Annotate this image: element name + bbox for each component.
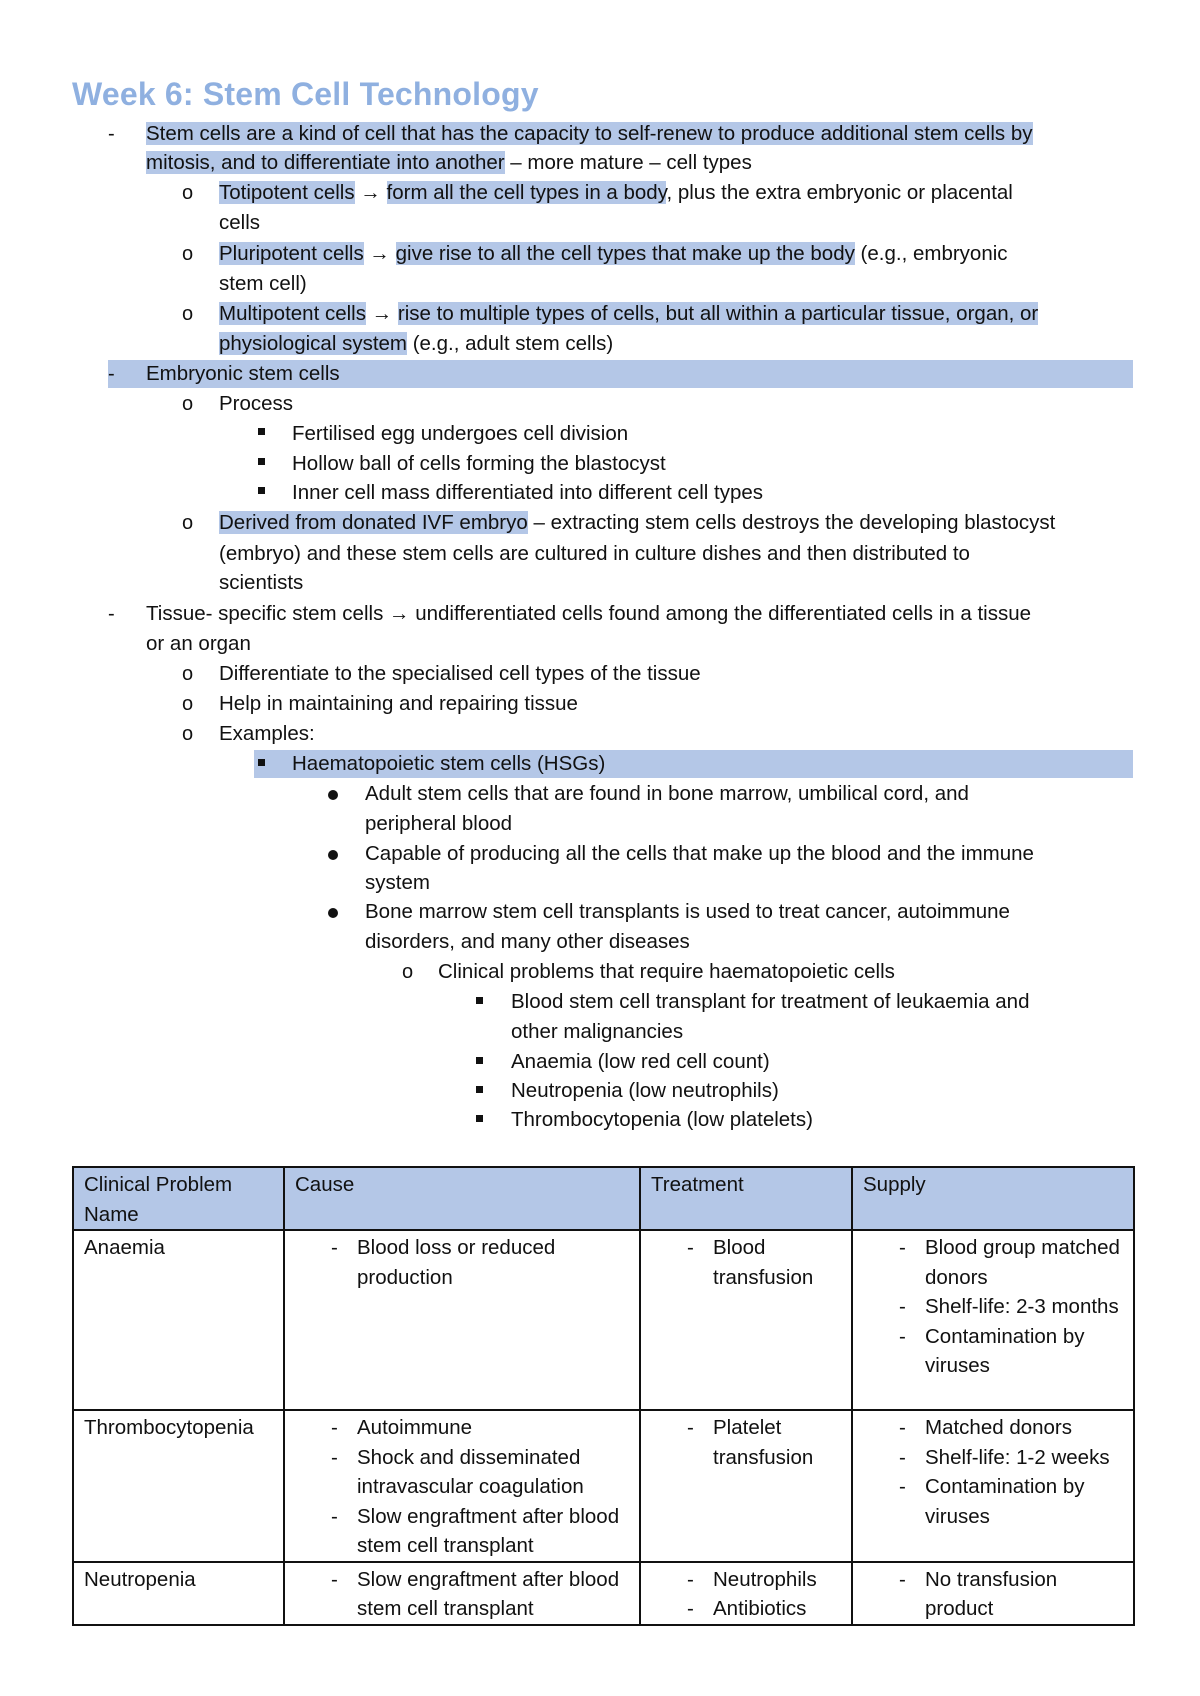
totipotent-line-cont: cells [219, 211, 261, 234]
problem-name: Thrombocytopenia [73, 1410, 284, 1562]
header-cause: Cause [284, 1167, 640, 1230]
clinical-item-cont: other malignancies [511, 1020, 684, 1043]
problem-name: Anaemia [73, 1230, 284, 1410]
right-arrow-icon: → [371, 302, 393, 325]
treatment-item: - Neutrophils [651, 1565, 841, 1595]
treatment-item: - Platelet transfusion [651, 1413, 841, 1472]
cause-cell [284, 1230, 640, 1410]
treatment-cell [640, 1230, 852, 1410]
supply-cell [852, 1230, 1134, 1410]
cause-item: - Slow engraftment after blood stem cell transplant [295, 1565, 629, 1624]
round-bullet [328, 790, 338, 800]
embryonic-heading: Embryonic stem cells [146, 362, 340, 385]
circle-bullet: o [182, 182, 194, 204]
supply-cell [852, 1410, 1134, 1562]
derived-line-cont: (embryo) and these stem cells are cultured in culture dishes and then distributed to [219, 542, 970, 565]
definition-line-1: Stem cells are a kind of cell that has the capacity to self-renew to produce additional stem cells by [146, 122, 1033, 145]
dash-bullet: - [108, 603, 115, 625]
header-supply: Supply [852, 1167, 1134, 1230]
round-bullet [328, 850, 338, 860]
tissue-line-cont: or an organ [146, 632, 251, 655]
circle-bullet: o [182, 723, 194, 745]
process-step: Fertilised egg undergoes cell division [292, 422, 629, 445]
problem-name: Neutropenia [73, 1562, 284, 1625]
right-arrow-icon: → [369, 242, 390, 265]
hsc-bullet: Capable of producing all the cells that make up the blood and the immune [365, 842, 1034, 865]
process-step: Inner cell mass differentiated into different cell types [292, 481, 763, 504]
pluripotent-line: Pluripotent cells → give rise to all the cell types that make up the body (e.g., embryonic [219, 242, 1008, 265]
circle-bullet: o [182, 693, 194, 715]
process-step: Hollow ball of cells forming the blastocyst [292, 452, 666, 475]
circle-bullet: o [182, 243, 194, 265]
cause-cell [284, 1562, 640, 1625]
right-arrow-icon: → [389, 602, 410, 625]
supply-item: - Contamination by viruses [863, 1472, 1123, 1531]
header-name: Clinical Problem Name [73, 1167, 284, 1230]
treatment-item: - Antibiotics [651, 1594, 841, 1624]
clinical-item: Neutropenia (low neutrophils) [511, 1079, 779, 1102]
pluripotent-line-cont: stem cell) [219, 272, 307, 295]
cause-cell [284, 1410, 640, 1562]
supply-item: - No transfusion product [863, 1565, 1123, 1624]
supply-item: - Shelf-life: 1-2 weeks [863, 1443, 1123, 1473]
supply-item: - Contamination by viruses [863, 1322, 1123, 1381]
dash-bullet: - [108, 123, 115, 145]
table-header-row [73, 1167, 1134, 1230]
clinical-item: Anaemia (low red cell count) [511, 1050, 770, 1073]
dash-bullet: - [108, 363, 115, 385]
table-row [73, 1230, 1134, 1410]
tissue-point: Differentiate to the specialised cell types of the tissue [219, 662, 701, 685]
cause-item: - Slow engraftment after blood stem cell transplant [295, 1502, 629, 1561]
cause-item: - Blood loss or reduced production [295, 1233, 629, 1292]
right-arrow-icon: → [360, 181, 381, 204]
supply-cell [852, 1562, 1134, 1625]
square-bullet [258, 487, 265, 494]
page-title: Week 6: Stem Cell Technology [72, 76, 539, 112]
square-bullet [258, 759, 265, 766]
hsc-bullet: Adult stem cells that are found in bone marrow, umbilical cord, and [365, 782, 969, 805]
hsc-bullet: Bone marrow stem cell transplants is used to treat cancer, autoimmune [365, 900, 1010, 923]
circle-bullet: o [182, 393, 194, 415]
header-treatment: Treatment [640, 1167, 852, 1230]
supply-item: - Shelf-life: 2-3 months [863, 1292, 1123, 1322]
circle-bullet: o [182, 303, 194, 325]
cause-item: - Autoimmune [295, 1413, 629, 1443]
circle-bullet: o [402, 961, 414, 983]
clinical-item: Thrombocytopenia (low platelets) [511, 1108, 813, 1131]
square-bullet [476, 997, 483, 1004]
derived-line-cont: scientists [219, 571, 304, 594]
clinical-label: Clinical problems that require haematopoietic cells [438, 960, 895, 983]
table-row [73, 1410, 1134, 1562]
clinical-problems-table [72, 1166, 1135, 1626]
treatment-cell [640, 1562, 852, 1625]
hsc-bullet-cont: disorders, and many other diseases [365, 930, 690, 953]
supply-item: - Matched donors [863, 1413, 1123, 1443]
definition-line-2: mitosis, and to differentiate into another – more mature – cell types [146, 151, 752, 174]
square-bullet [476, 1115, 483, 1122]
tissue-point: Examples: [219, 722, 315, 745]
square-bullet [258, 428, 265, 435]
supply-item: - Blood group matched donors [863, 1233, 1123, 1292]
square-bullet [476, 1057, 483, 1064]
tissue-line: Tissue- specific stem cells → undifferentiated cells found among the differentiated cells in a tissue [146, 602, 1032, 625]
tissue-point: Help in maintaining and repairing tissue [219, 692, 578, 715]
square-bullet [476, 1086, 483, 1093]
cause-item: - Shock and disseminated intravascular coagulation [295, 1443, 629, 1502]
totipotent-line: Totipotent cells → form all the cell types in a body, plus the extra embryonic or placental [219, 181, 1013, 204]
multipotent-line-cont: physiological system (e.g., adult stem cells) [219, 332, 614, 355]
hsc-bullet-cont: system [365, 871, 430, 894]
circle-bullet: o [182, 663, 194, 685]
table-row [73, 1562, 1134, 1625]
multipotent-line: Multipotent cells → rise to multiple types of cells, but all within a particular tissue, organ, or [219, 302, 1039, 325]
derived-line: Derived from donated IVF embryo – extracting stem cells destroys the developing blastocyst [219, 511, 1056, 534]
hsc-bullet-cont: peripheral blood [365, 812, 513, 835]
treatment-item: - Blood transfusion [651, 1233, 841, 1292]
treatment-cell [640, 1410, 852, 1562]
square-bullet [258, 458, 265, 465]
clinical-item: Blood stem cell transplant for treatment of leukaemia and [511, 990, 1030, 1013]
process-label: Process [219, 392, 294, 415]
hsc-label: Haematopoietic stem cells (HSGs) [292, 752, 606, 775]
round-bullet [328, 908, 338, 918]
circle-bullet: o [182, 512, 194, 534]
